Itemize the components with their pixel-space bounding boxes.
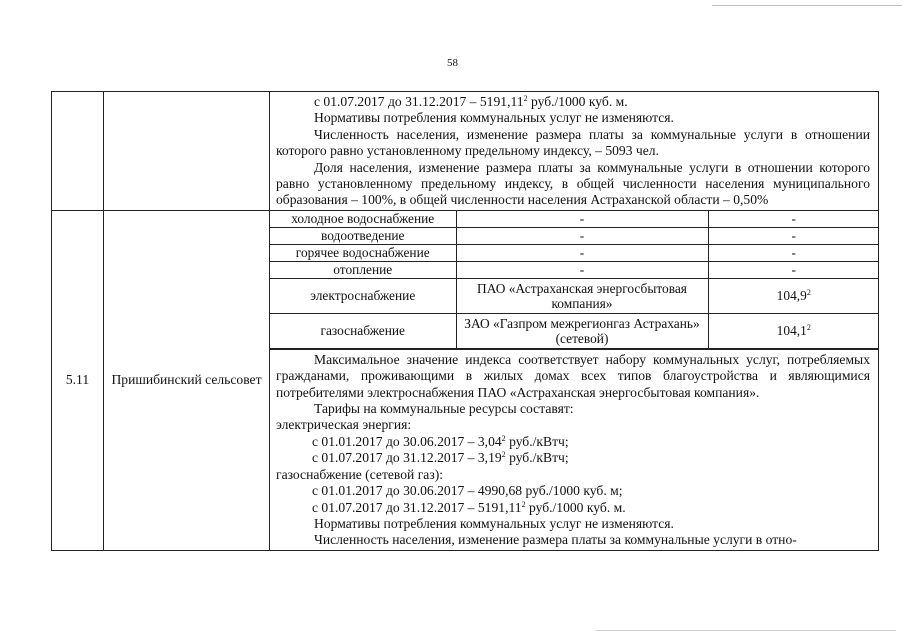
service-name: холодное водоснабжение <box>270 211 456 228</box>
population-line: Численность населения, изменение размера платы за коммунальные услуги в отношении которого равно установленному предельному индексу, – 5093 чел. <box>276 126 870 159</box>
service-row <box>270 261 879 278</box>
norms-line: Нормативы потребления коммунальных услуг не изменяются. <box>314 110 674 126</box>
service-index: - <box>708 227 879 244</box>
municipality-name-cell <box>104 92 270 211</box>
service-provider: - <box>456 261 708 278</box>
service-provider: ПАО «Астраханская энергосбытовая компания» <box>456 278 708 313</box>
service-name: электроснабжение <box>270 278 456 313</box>
electric-tariff-line: с 01.01.2017 до 30.06.2017 – 3,04$^2$ руб./кВтч; <box>312 433 569 449</box>
max-index-paragraph: Максимальное значение индекса соответствует набору коммунальных услуг, потребляемых гражданами, проживающими в жилых домах всех типов благоустройства и являющимися потребителями электроснабжения ПАО «Астраханская энергосбытовая компания». <box>276 351 870 400</box>
electric-label: электрическая энергия: <box>276 417 412 433</box>
municipal-index-table <box>51 91 879 551</box>
service-row <box>270 278 879 313</box>
row-number-cell <box>52 92 104 211</box>
service-index: - <box>708 211 879 228</box>
service-name: газоснабжение <box>270 313 456 348</box>
service-index: - <box>708 261 879 278</box>
gas-tariff-line: с 01.01.2017 до 30.06.2017 – 4990,68 руб./1000 куб. м; <box>312 483 623 499</box>
services-and-text-cell <box>270 210 879 550</box>
population-line: Численность населения, изменение размера платы за коммунальные услуги в отно- <box>314 532 797 548</box>
service-provider: - <box>456 211 708 228</box>
municipality-name-cell: Пришибинский сельсовет <box>104 210 270 550</box>
service-provider: - <box>456 227 708 244</box>
scan-artifact-line <box>712 5 902 6</box>
service-provider: - <box>456 244 708 261</box>
gas-label: газоснабжение (сетевой газ): <box>276 466 443 482</box>
service-row <box>270 211 879 228</box>
service-name: водоотведение <box>270 227 456 244</box>
service-index: 104,9$^2$ <box>708 278 879 313</box>
table-row <box>52 92 879 211</box>
scan-artifact-line <box>596 630 896 631</box>
tariffs-intro: Тарифы на коммунальные ресурсы составят: <box>314 401 574 417</box>
electric-tariff-line: с 01.07.2017 до 31.12.2017 – 3,19$^2$ руб./кВтч; <box>312 450 569 466</box>
description-text <box>270 349 878 550</box>
row-number-cell: 5.11 <box>52 210 104 550</box>
service-row <box>270 244 879 261</box>
norms-line: Нормативы потребления коммунальных услуг не изменяются. <box>314 515 674 531</box>
service-name: горячее водоснабжение <box>270 244 456 261</box>
table-row <box>52 210 879 550</box>
service-index: - <box>708 244 879 261</box>
service-index: 104,1$^2$ <box>708 313 879 348</box>
service-row <box>270 313 879 348</box>
description-cell <box>270 92 879 211</box>
service-name: отопление <box>270 261 456 278</box>
gas-tariff-line: с 01.07.2017 до 31.12.2017 – 5191,11$^2$ руб./1000 куб. м. <box>312 499 626 515</box>
page-number: 58 <box>447 57 458 69</box>
tariff-line: с 01.07.2017 до 31.12.2017 – 5191,11$^2$ руб./1000 куб. м. <box>314 94 628 109</box>
population-share-line: Доля населения, изменение размера платы за коммунальные услуги в отношении которого равно установленному предельному индексу, в общей численности населения муниципального образования – 100%, в общей численности населения Астраханской области – 0,50% <box>276 159 870 208</box>
services-table <box>270 211 879 349</box>
service-row <box>270 227 879 244</box>
service-provider: ЗАО «Газпром межрегионгаз Астрахань» (сетевой) <box>456 313 708 348</box>
